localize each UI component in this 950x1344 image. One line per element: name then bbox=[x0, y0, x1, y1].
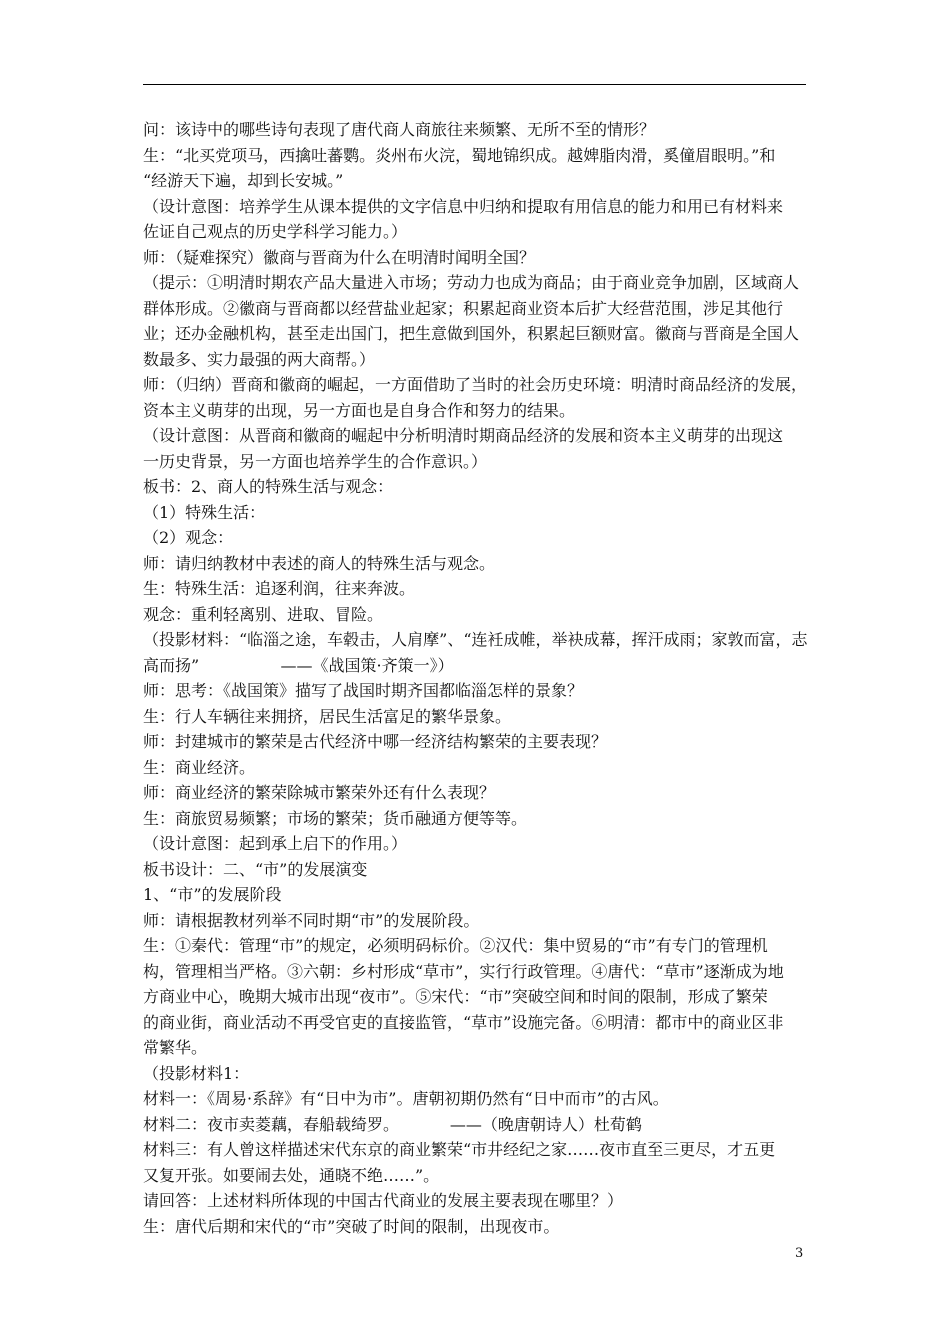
text-line: 的商业街，商业活动不再受官吏的直接监管，“草市”设施完备。⑥明清：都市中的商业区非 bbox=[143, 1012, 784, 1032]
text-line: 生：“北买党项马，西擒吐蕃鹦。炎州布火浣，蜀地锦织成。越婢脂肉滑，奚僮眉眼明。”和 bbox=[143, 145, 776, 165]
text-line: 师：（归纳）晋商和徽商的崛起，一方面借助了当时的社会历史环境：明清时商品经济的发展， bbox=[143, 375, 808, 394]
text-line: 材料一：《周易·系辞》有“日中为市”。唐朝初期仍然有“日中而市”的古风。 bbox=[143, 1089, 669, 1108]
text-line: （设计意图：培养学生从课本提供的文字信息中归纳和提取有用信息的能力和用已有材料来 bbox=[143, 196, 784, 216]
text-line: 常繁华。 bbox=[143, 1038, 208, 1057]
text-line: 一历史背景，另一方面也培养学生的合作意识。） bbox=[143, 451, 488, 471]
text-line: （1）特殊生活： bbox=[143, 502, 266, 522]
text-line: 资本主义萌芽的出现，另一方面也是自身合作和努力的结果。 bbox=[143, 400, 576, 420]
text-line: 数最多、实力最强的两大商帮。） bbox=[143, 349, 376, 369]
text-line: （投影材料1： bbox=[143, 1063, 250, 1083]
text-line: 观念：重利轻离别、进取、冒险。 bbox=[143, 604, 384, 624]
text-line: 请回答：上述材料所体现的中国古代商业的发展主要表现在哪里？） bbox=[143, 1191, 624, 1210]
text-line: 材料三：有人曾这样描述宋代东京的商业繁荣“市井经纪之家……夜市直至三更尽，才五更 bbox=[143, 1140, 776, 1159]
text-line: 高而扬” ——《战国策·齐策一》） bbox=[143, 655, 454, 675]
text-line: 佐证自己观点的历史学科学习能力。） bbox=[143, 222, 408, 241]
text-line: 又复开张。如要闹去处，通晓不绝……”。 bbox=[143, 1165, 440, 1185]
text-line: 材料二：夜市卖菱藕，春船载绮罗。 ——（晚唐朝诗人）杜荀鹤 bbox=[143, 1114, 642, 1134]
text-line: 师：（疑难探究）徽商与晋商为什么在明清时闻明全国？ bbox=[143, 247, 536, 267]
text-line: 师：封建城市的繁荣是古代经济中哪一经济结构繁荣的主要表现？ bbox=[143, 732, 608, 751]
text-line: 业；还办金融机构，甚至走出国门，把生意做到国外，积累起巨额财富。徽商与晋商是全国人 bbox=[143, 324, 800, 343]
document-body bbox=[143, 117, 818, 1239]
text-line: （2）观念： bbox=[143, 528, 234, 547]
text-line: （设计意图：从晋商和徽商的崛起中分析明清时期商品经济的发展和资本主义萌芽的出现这 bbox=[143, 426, 784, 445]
text-line: 师：商业经济的繁荣除城市繁荣外还有什么表现？ bbox=[143, 783, 496, 802]
text-line: 师：思考：《战国策》描写了战国时期齐国都临淄怎样的景象？ bbox=[143, 681, 584, 700]
text-line: 生：商旅贸易频繁；市场的繁荣；货币融通方便等等。 bbox=[143, 808, 528, 828]
text-line: 生：行人车辆往来拥挤，居民生活富足的繁华景象。 bbox=[143, 706, 512, 726]
text-line: 1、“市”的发展阶段 bbox=[143, 885, 282, 904]
text-line: “经游天下遍，却到长安城。” bbox=[143, 171, 344, 190]
text-line: 师：请根据教材列举不同时期“市”的发展阶段。 bbox=[143, 910, 480, 930]
text-line: 方商业中心，晚期大城市出现“夜市”。⑤宋代：“市”突破空间和时间的限制，形成了繁荣 bbox=[143, 987, 768, 1006]
text-line: 板书：2、商人的特殊生活与观念： bbox=[143, 477, 394, 496]
page-number: 3 bbox=[795, 1246, 804, 1261]
header-divider bbox=[143, 84, 806, 85]
text-line: （提示：①明清时期农产品大量进入市场；劳动力也成为商品；由于商业竞争加剧，区域商人 bbox=[143, 273, 800, 292]
text-line: （投影材料：“临淄之途，车毂击，人肩摩”、“连衽成帷，举袂成幕，挥汗成雨；家敦而富，志 bbox=[143, 630, 808, 649]
text-line: 群体形成。②徽商与晋商都以经营盐业起家；积累起商业资本后扩大经营范围，涉足其他行 bbox=[143, 298, 784, 318]
text-line: 问：该诗中的哪些诗句表现了唐代商人商旅往来频繁、无所不至的情形？ bbox=[143, 120, 656, 139]
text-line: 板书设计：二、“市”的发展演变 bbox=[143, 859, 368, 879]
text-line: 生：特殊生活：追逐利润，往来奔波。 bbox=[143, 579, 416, 598]
text-line: 师：请归纳教材中表述的商人的特殊生活与观念。 bbox=[143, 553, 496, 573]
text-line: 生：①秦代：管理“市”的规定，必须明码标价。②汉代：集中贸易的“市”有专门的管理机 bbox=[143, 936, 768, 955]
text-line: 生：商业经济。 bbox=[143, 757, 256, 777]
text-line: 构，管理相当严格。③六朝：乡村形成“草市”，实行行政管理。④唐代：“草市”逐渐成为地 bbox=[143, 961, 784, 981]
text-line: 生：唐代后期和宋代的“市”突破了时间的限制，出现夜市。 bbox=[143, 1216, 560, 1236]
text-line: （设计意图：起到承上启下的作用。） bbox=[143, 834, 408, 853]
